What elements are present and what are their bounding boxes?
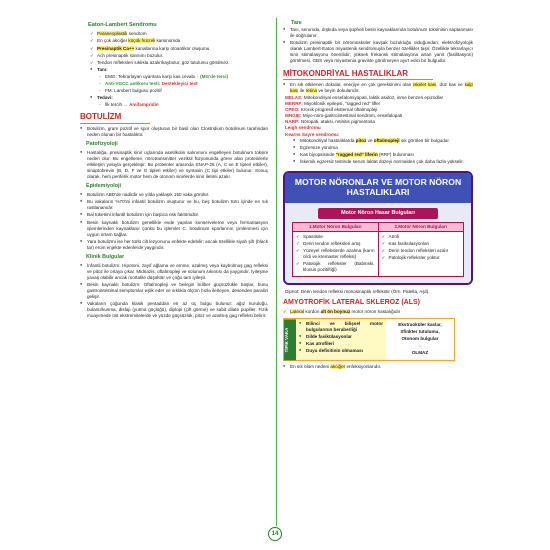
motor-table	[292, 222, 464, 277]
def-row: NARP: Nöropati, ataksi, retinitis pigmentosa	[285, 119, 375, 125]
list-item: ● Bilinci ve bilişsel motor bulgularının beraberliği	[299, 321, 383, 333]
list-item: - Anti-VGCC antikoru testi: Destekleyici test	[98, 81, 268, 87]
list-item: ● Vakaların çoğunda klasik pentaddan en az üç bulgu bulunur: ağız kuruluğu, bulantı/kusma, disfaji (yutma güçlüğü), diplopi (çift görme) ve sabit dilate pupiller. Fizik muayenede üst ekstremitelerde ve yüzde güçsüzlük, pitoz ve azalmış gag refleksi belirir.	[80, 301, 268, 319]
epi-list	[80, 192, 268, 251]
mito-definitions	[285, 95, 473, 137]
klinik-title: Klinik Bulgular	[86, 253, 125, 260]
left-column	[80, 20, 268, 321]
def-row: MNGIE: Miyo-nöro-gastrointestinal sendrom, ensefalopati	[285, 113, 403, 119]
list-item: ✓ En çok akciğer küçük hücreli karsinomda	[90, 38, 268, 44]
upper-motor-list	[296, 234, 375, 273]
list-item: ✓ Paraneoplastik sendrom	[90, 31, 268, 37]
def-row: MELAS: Mitokondriyal ensefalomiyopati, laktik asidoz, inme benzeri epizodlar	[285, 95, 444, 101]
eaton-title: Eaton-Lambert Sendromu	[88, 22, 157, 28]
motor-neuron-box	[283, 171, 473, 285]
list-item: ✓ Presinaptik Ca++ kanallarına karşı otoantikor oluşumu	[90, 46, 268, 52]
motor-table-wrap	[285, 203, 471, 284]
list-item: ● Hastalığa, presinaptik sinir uçlarında asetilkolin salınımını engelleyen botulinum toksini neden olur. Bu engelleme, nörotransmitter vezikül füzyonunda görev alan proteinlerle etkileşim yoluyla gerçekleşir. Bu proteinler arasında SNAP-25 (A, C ve E tipleri etkiler), sinaptobrevin (B, D, F ve G tipleri etkiler) ve syntaxin (C tipi etkiler) bulunur. Sonuç olarak, hem periferik motor hem de otonom sinirlerde sinir iletimi azalır.	[80, 150, 268, 180]
als-left-list	[299, 321, 383, 354]
list-item: ● Bal tüketimi infantil botulizm için başlıca risk faktörüdür.	[80, 212, 268, 218]
list-item: ● Botulizm presinaptik bir nöromüsküler kavşak bozukluğu olduğundan, elektrofizyolojik olarak Lambert-Eaton miyastenik sendromuyla benzer özellikler taşır. Özellikle tekrarlayıcı sinir stimülasyonu önemlidir; yüksek frekanslı stimülasyona artan yanıt (fasilitasyon) görülmesi, GBS veya miyastenia graviste görülmeyen ayırt edici bir bulgudur.	[283, 40, 473, 64]
list-item: ● Mitokondriyal hastalıklarda pitoz ve oftalmopleji sık görülen bir bulgudur.	[293, 138, 473, 144]
list-item: ● Besin kaynaklı botulizm genellikle evde yapılan konserveleme veya fermantasyon işlemlerinden kaynaklanır çünkü bu işlemler C. botulinum sporlarının çimlenmesi için uygun ortam sağlar.	[80, 220, 268, 238]
motor-neuron-heading: MOTOR NÖRONLAR VE MOTOR NÖRON HASTALIKLARI	[285, 173, 471, 203]
tani-list	[90, 67, 268, 73]
upper-motor-head: 1.Motor Nöron Bulguları	[293, 223, 378, 232]
list-item: ● Kas atrofileri	[299, 341, 383, 347]
list-item: ● Tanı, serumda, dışkıda veya şüpheli besin kaynaklarında botulinum toksininin saptanması ile doğrulanır.	[283, 27, 473, 39]
list-item: ● Besin kaynaklı botulizm: Oftalmopleji ve belirgin bulber güçsüzlükle başlar, bunu gastrointestinal semptomlar eşlik eder ve sıklıkla ölçüm hızla ilerleyen, desenden paralizi gelişir.	[80, 282, 268, 300]
als-right-line: OLMAZ	[411, 349, 429, 355]
tani-label: ● Tanı:	[90, 67, 268, 73]
kearns-list	[293, 138, 473, 165]
als-diagram	[283, 318, 455, 361]
list-item: ● Kas biyopsisinde "ragged red" liferin (RRF) bulunması	[293, 152, 473, 158]
def-row: CPEO: Kronik progresif eksternal oftalmopleji	[285, 107, 378, 113]
als-vertical-label: TİPİK VAKA	[284, 319, 296, 360]
tedavi-label: ● Tedavi:	[90, 95, 268, 101]
list-item: ✓ Derin tendon refleksleri artış	[296, 241, 375, 247]
pato-list	[80, 150, 268, 180]
lower-motor-list	[382, 234, 461, 261]
def-row: MERRF: Miyoklonik epilepsi, "ragged red" lifler	[285, 101, 381, 107]
page-number: 14	[268, 527, 282, 541]
list-item: ● Egzersize yorulma	[293, 145, 473, 151]
list-item: ✓ Tendon refleksleri sıklıkla azalır/kaybolur, göz tutulumu görülmez.	[90, 60, 268, 66]
leigh-label: Leigh sendromu	[285, 125, 321, 131]
list-item: ✓ Lateral kordon alt ön boynuz motor nöron hastalığıdır	[283, 309, 473, 315]
kearns-label: Kearns Sayre sendromu:	[285, 131, 340, 137]
list-item: ✓ Ach presinaptik salınımı bozulur.	[90, 53, 268, 59]
als-right-line: Otonom bulgular	[401, 335, 439, 341]
list-item: ● Botulizm, gram pozitif ve spor oluşturan bir basil olan Clostridium botulinum tarafından neden olunan bir hastalıktır.	[80, 126, 268, 138]
botulizm-intro-list	[80, 126, 268, 138]
als-right-line: Sfinkter tutulumu,	[400, 328, 440, 334]
right-tani-list	[283, 27, 473, 64]
list-item: ✓ Atrofi	[382, 234, 461, 240]
lower-motor-column	[378, 223, 464, 276]
list-item: ● İskemik egzersiz testinde serum laktat düzeyi normalden çok daha fazla yükselir.	[293, 159, 473, 165]
als-last-list	[283, 364, 473, 370]
list-item: - EMG: Tekrarlayan uyarılara karşı kas cevabı ↑ (MG'de tersi)	[98, 74, 268, 80]
list-item: ● Dilde fasikülasyonlar	[299, 334, 383, 340]
arrow-down-icon: ↓	[418, 342, 422, 348]
list-item: ● Botulizm ABD'de nadirdir ve yılda yaklaşık 150 vaka görülür.	[80, 192, 268, 198]
eaton-list	[90, 31, 268, 65]
als-title: AMYOTROFİK LATERAL SKLEROZ (ALS)	[283, 299, 421, 307]
tani-title: Tanı	[291, 20, 302, 26]
epi-title: Epidemiyoloji	[86, 183, 122, 190]
list-item: ● En sık ölüm nedeni akciğer enfeksiyonlarıdır.	[283, 364, 473, 370]
pato-title: Patofizyoloji	[86, 140, 118, 147]
list-item: - İlk tercih → Amifampridin	[98, 102, 268, 108]
column-divider	[276, 18, 277, 526]
list-item: ● Bu vakaların %70'ini infantil botulizm oluşturur ve bu, beş botulizm türü içinde en sık rastlananıdır.	[80, 199, 268, 211]
mito-title: MİTOKONDRİYAL HASTALIKLAR	[283, 69, 433, 81]
list-item: ✓ Kas fasikülasyonları	[382, 241, 461, 247]
als-left-box	[296, 319, 386, 360]
dipnot: Dipnot: Derin tendon refleksi monosinaptik reflekstir (Örn. Patella, Aşil).	[285, 289, 430, 295]
list-item: ✓ Patolojik refleksler yoktur.	[382, 255, 461, 261]
list-item: ● Duyu defisitinin olmaması	[299, 348, 383, 354]
list-item: ✓ Spastisite	[296, 234, 375, 240]
tedavi-list	[90, 95, 268, 101]
mito-intro-list	[283, 82, 473, 94]
tani-sub-list	[98, 74, 268, 94]
als-right-line: Ekstraoküler kaslar,	[398, 321, 442, 327]
lower-motor-head: 2.Motor Nöron Bulguları	[379, 223, 464, 232]
list-item: ● En sık etkilenen dokular, enerjiye en çok gereksinimi olan iskelet kası, düz kas ve kalp kası ile retina ve beyin dokularıdır.	[283, 82, 473, 94]
list-item: - FM: Lambert bulgusu pozitif	[98, 88, 268, 94]
als-intro-list	[283, 309, 473, 315]
list-item: ✓ Yüzeyel reflekslerde azalma (karın cildi ve kremaster refleksi)	[296, 248, 375, 260]
list-item: ✓ Patolojik refleksler (Babinski, klonus pozitifliği)	[296, 261, 375, 273]
als-right-box	[386, 319, 454, 360]
motor-table-title: Motor Nöron Hasar Bulguları	[318, 208, 438, 219]
klinik-list	[80, 263, 268, 320]
botulizm-title: BOTULİZM	[80, 112, 150, 124]
list-item: ✓ Derin tendon refleksleri azalır	[382, 248, 461, 254]
list-item: ● Yara botulizmi ise her türlü cilt lezyonunu enfekte edebilir; ancak özellikle siyah şifr (black tar) eroin enjekte edenlerde yaygındır.	[80, 239, 268, 251]
tedavi-sub-list	[98, 102, 268, 108]
list-item: ● İnfantil botulizm: Hipotoni, zayıf ağlama ve emme, azalmış veya kaybolmuş gag refleksi ve pitoz ile ortaya çıkar. Midriazis, oftalmopleji ve solunum sıkıntısı da yaygındır. İyileşme yavaş olabilir ancak mortalite düşüktür ve çoğu tam iyileşir.	[80, 263, 268, 281]
upper-motor-column	[293, 223, 378, 276]
right-column	[283, 20, 473, 371]
